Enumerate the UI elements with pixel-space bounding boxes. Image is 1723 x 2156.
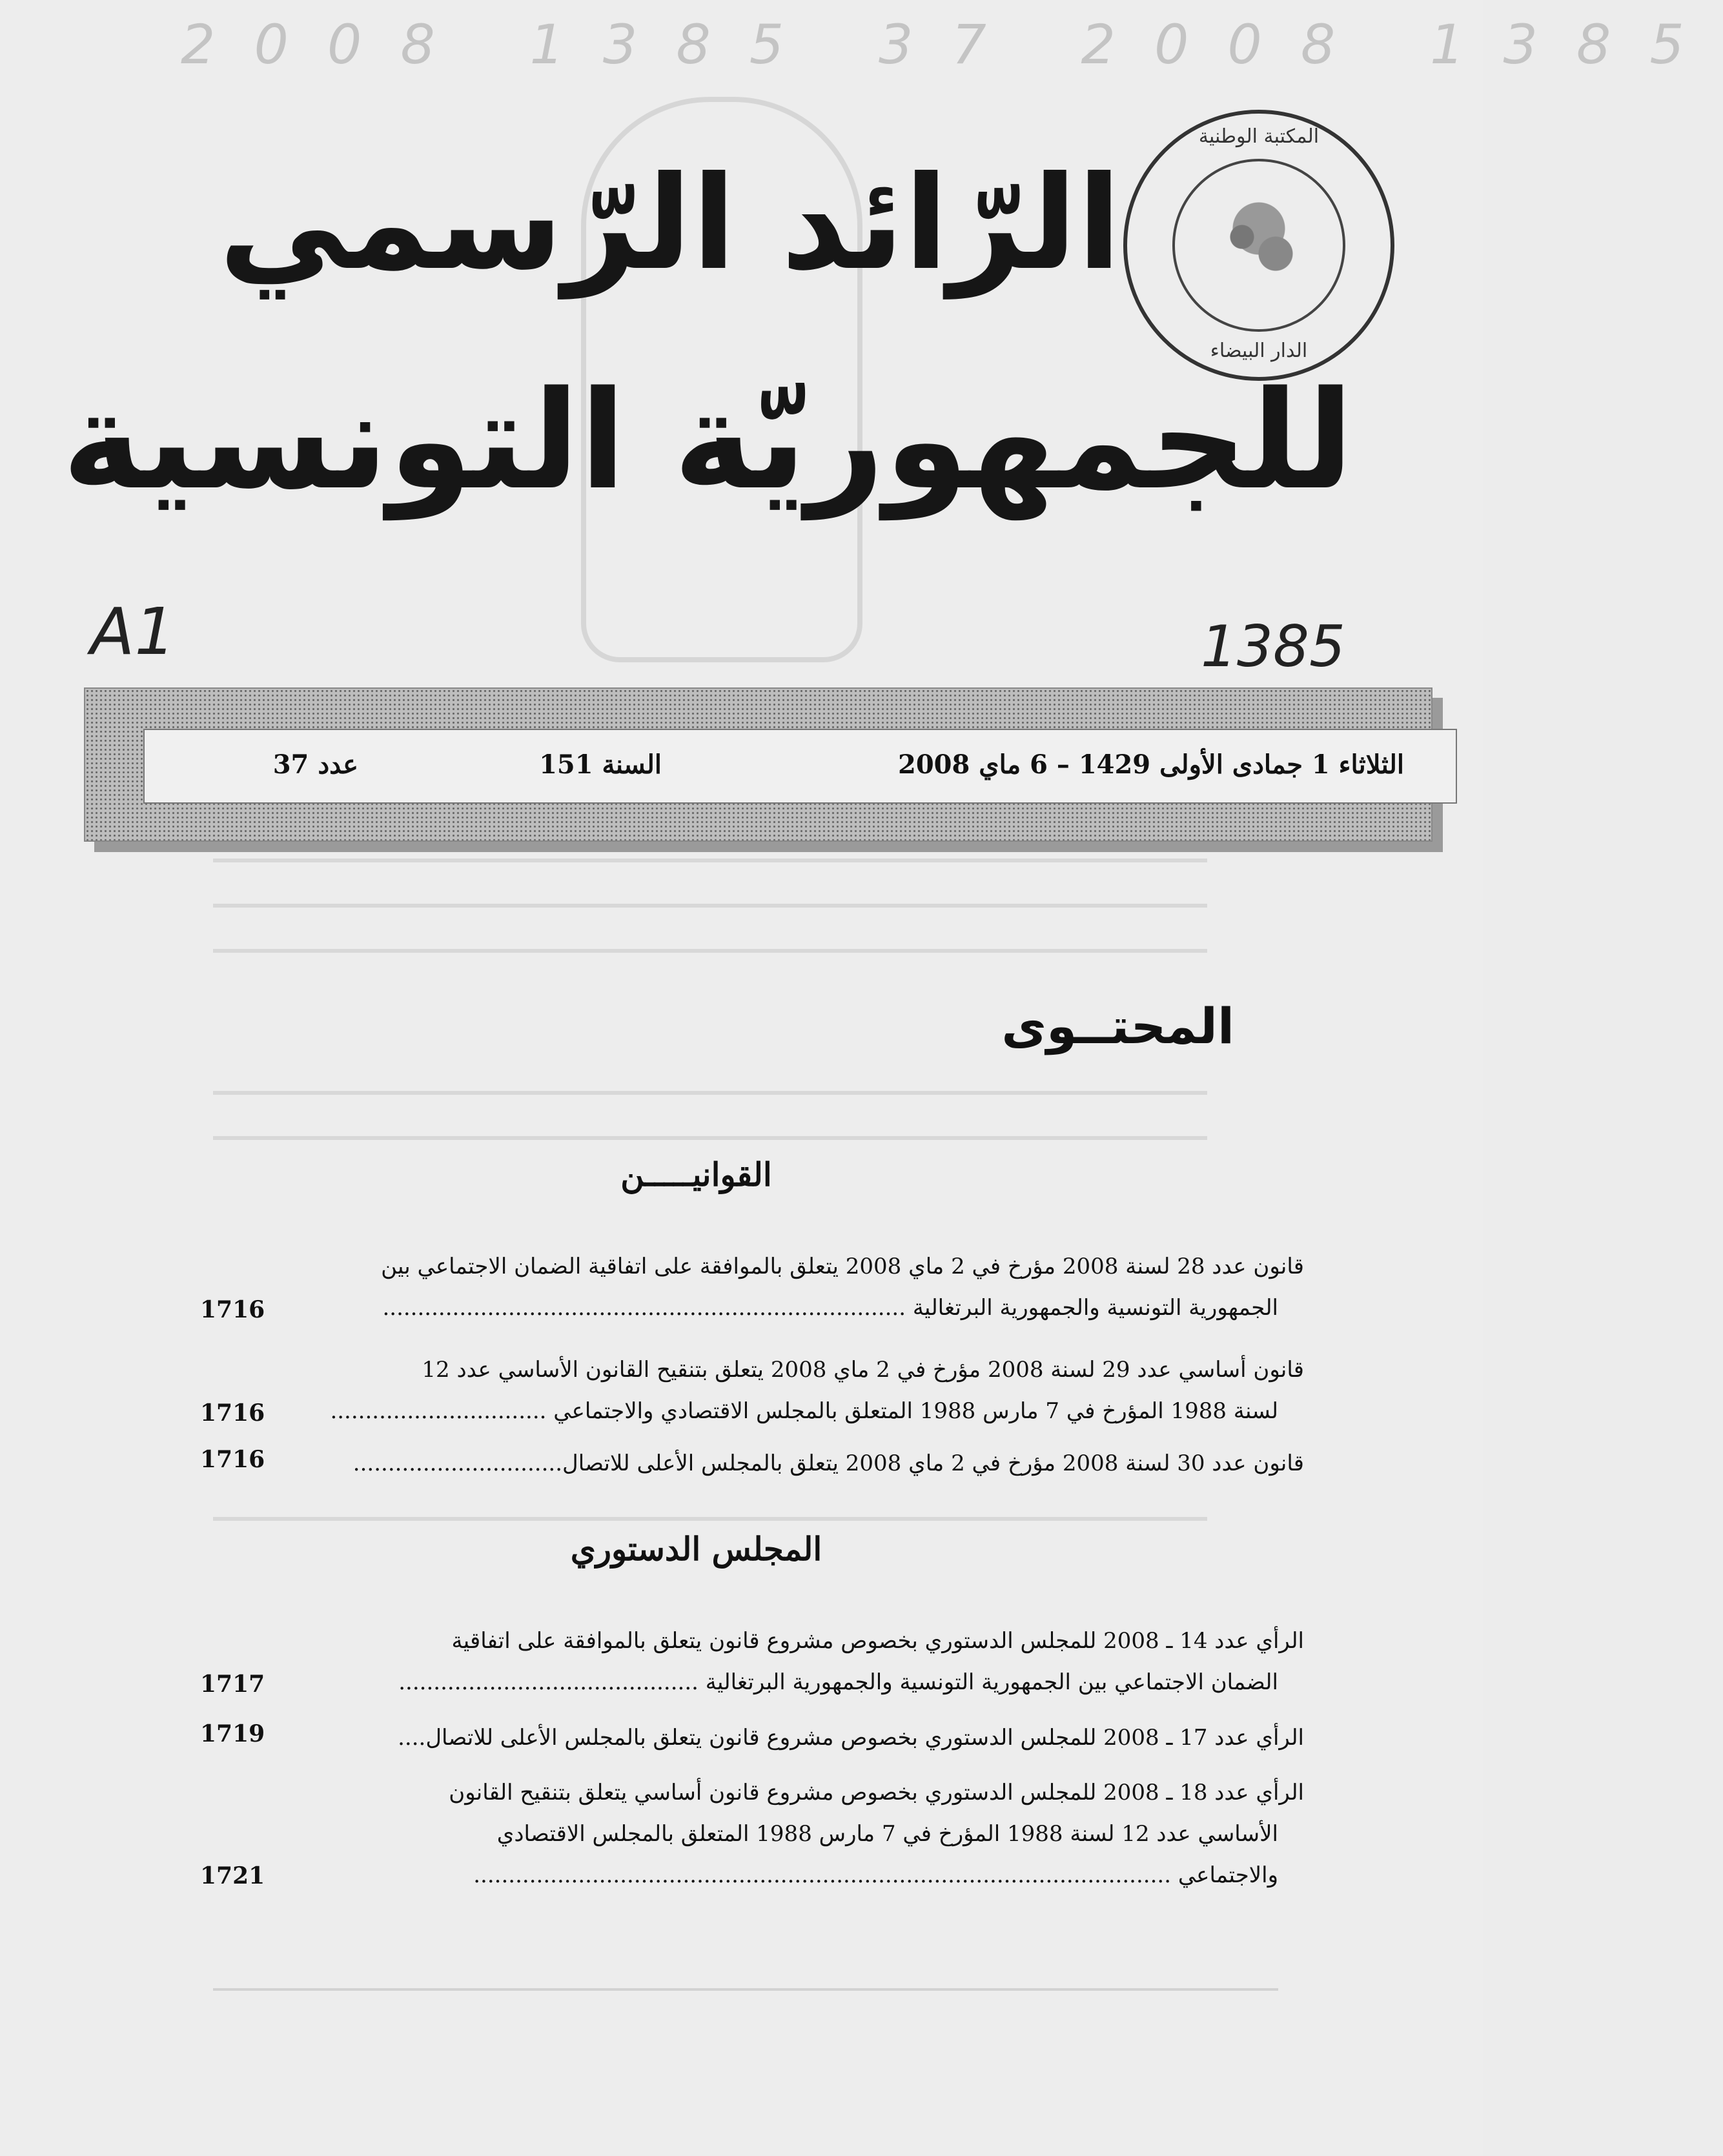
toc-entry-line: الرأي عدد 18 ـ 2008 للمجلس الدستوري بخصوص مشروع قانون أساسي يتعلق بتنقيح القانون (449, 1780, 1304, 1805)
bleed-line (213, 1091, 1207, 1095)
toc-entry-line: والاجتماعي .................................................................................................... (473, 1862, 1278, 1888)
toc-entry-line: قانون أساسي عدد 29 لسنة 2008 مؤرخ في 2 ماي 2008 يتعلق بتنقيح القانون الأساسي عدد 12 (422, 1357, 1304, 1383)
masthead-title-line2: للجمهوريّة التونسية (61, 361, 1354, 520)
bleed-line (213, 859, 1207, 862)
masthead-title-line1: الرّائد الرّسمي (218, 148, 1121, 299)
toc-entry-line: الرأي عدد 17 ـ 2008 للمجلس الدستوري بخصوص مشروع قانون يتعلق بالمجلس الأعلى للاتصال.... (398, 1725, 1304, 1751)
stamp-text-top: المكتبة الوطنية (1198, 125, 1320, 148)
issue-banner (84, 687, 1432, 842)
toc-page-number: 1717 (200, 1671, 265, 1698)
toc-entry[interactable] (271, 1349, 1304, 1432)
toc-page-number: 1716 (200, 1296, 265, 1323)
toc-entry-line: الرأي عدد 14 ـ 2008 للمجلس الدستوري بخصوص مشروع قانون يتعلق بالموافقة على اتفاقية (451, 1628, 1304, 1654)
handwritten-top-numbers: 2008 1385 37 2008 1385 (181, 13, 1723, 76)
toc-entry-line: الضمان الاجتماعي بين الجمهورية التونسية والجمهورية البرتغالية ........................................... (398, 1669, 1278, 1695)
toc-entry[interactable] (271, 1620, 1304, 1703)
library-stamp (1123, 110, 1394, 381)
toc-entry[interactable] (271, 1443, 1304, 1484)
toc-entry-line: قانون عدد 30 لسنة 2008 مؤرخ في 2 ماي 2008 يتعلق بالمجلس الأعلى للاتصال.............................. (352, 1450, 1304, 1476)
bleed-line (213, 1136, 1207, 1140)
toc-page-number: 1716 (200, 1399, 265, 1427)
handwritten-mark-number: 1385 (1201, 613, 1345, 680)
contents-heading: المحتــوى (1001, 997, 1234, 1055)
handwritten-mark-a1: A1 (90, 594, 176, 669)
issue-year: السنة 151 (539, 749, 662, 780)
section-title-laws: القوانيـــــن (620, 1155, 772, 1194)
toc-entry-line: لسنة 1988 المؤرخ في 7 مارس 1988 المتعلق بالمجلس الاقتصادي والاجتماعي ............................... (330, 1398, 1278, 1424)
toc-entry[interactable] (271, 1246, 1304, 1328)
stamp-map-icon (1172, 159, 1345, 332)
toc-entry[interactable] (271, 1717, 1304, 1758)
toc-entry[interactable] (271, 1772, 1304, 1896)
section-title-constitutional-council: المجلس الدستوري (570, 1530, 822, 1568)
toc-entry-line: الجمهورية التونسية والجمهورية البرتغالية ........................................................................... (382, 1295, 1278, 1321)
stamp-text-bottom: الدار البيضاء (1210, 340, 1308, 362)
toc-entry-line: قانون عدد 28 لسنة 2008 مؤرخ في 2 ماي 2008 يتعلق بالموافقة على اتفاقية الضمان الاجتماعي بين (381, 1254, 1304, 1279)
bleed-line (213, 904, 1207, 908)
issue-number: عدد 37 (272, 749, 358, 780)
issue-banner-inner (143, 729, 1457, 804)
bleed-line (213, 949, 1207, 953)
toc-page-number: 1716 (200, 1446, 265, 1473)
footer-rule (213, 1988, 1278, 1991)
toc-entry-line: الأساسي عدد 12 لسنة 1988 المؤرخ في 7 مارس 1988 المتعلق بالمجلس الاقتصادي (496, 1821, 1278, 1847)
toc-page-number: 1721 (200, 1862, 265, 1889)
toc-page-number: 1719 (200, 1720, 265, 1747)
bleed-line (213, 1517, 1207, 1521)
issue-date: الثلاثاء 1 جمادى الأولى 1429 – 6 ماي 2008 (898, 749, 1404, 780)
